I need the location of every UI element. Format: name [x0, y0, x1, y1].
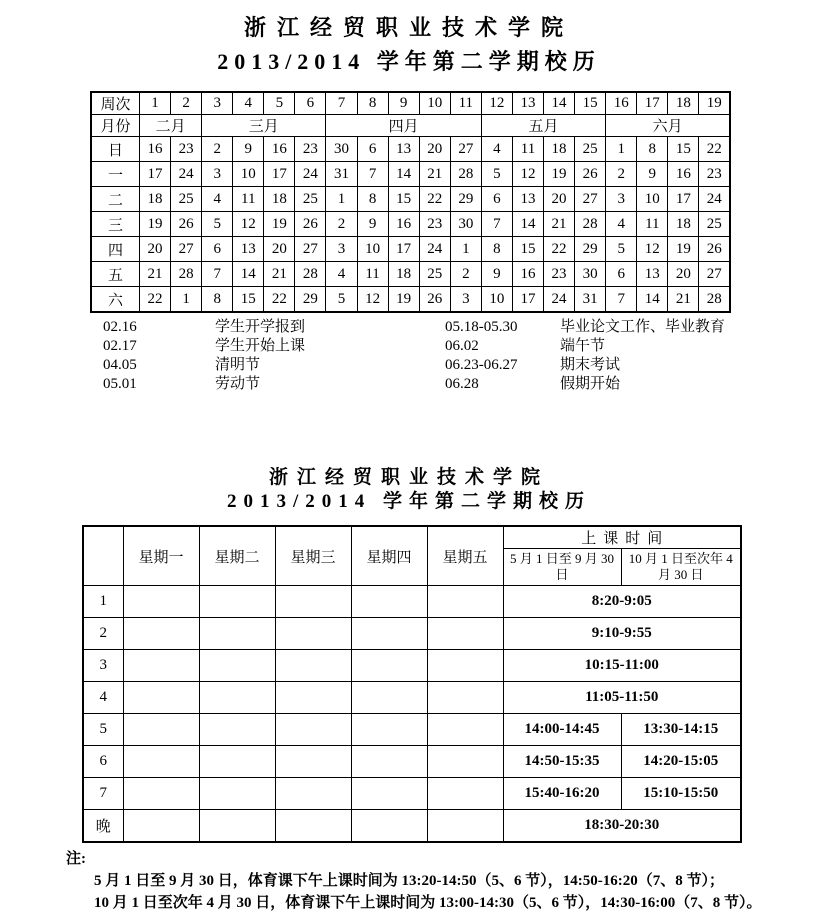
- timetable-row: [83, 746, 741, 778]
- date-cell: 25: [295, 187, 326, 212]
- key-date-event: 假期开始: [560, 376, 621, 392]
- timetable-empty-cell: [199, 650, 275, 682]
- date-cell: 1: [606, 137, 637, 162]
- calendar-table: [90, 91, 731, 313]
- timetable: [82, 525, 742, 843]
- period-number-label: 3: [83, 650, 123, 682]
- calendar-week-header: 周次: [91, 92, 140, 115]
- day-of-week-label: 二: [91, 187, 140, 212]
- key-date: 02.16: [103, 319, 137, 335]
- class-time-cell: 8:20-9:05: [503, 586, 741, 618]
- calendar-day-row: [91, 137, 730, 162]
- timetable-empty-cell: [351, 810, 427, 843]
- class-time-summer-cell: 14:00-14:45: [503, 714, 621, 746]
- date-cell: 12: [233, 212, 264, 237]
- key-date-row: [103, 375, 818, 394]
- key-date-event: 端午节: [560, 338, 606, 354]
- date-cell: 20: [544, 187, 575, 212]
- date-cell: 13: [637, 262, 668, 287]
- weekday-header: 星期四: [351, 526, 427, 586]
- weekday-header: 星期三: [275, 526, 351, 586]
- timetable-row: [83, 650, 741, 682]
- period-number-label: 1: [83, 586, 123, 618]
- calendar-month-header: 月份: [91, 115, 140, 137]
- date-cell: 7: [481, 212, 512, 237]
- page-subtitle: 2013/2014 学年第二学期校历: [217, 49, 601, 74]
- date-cell: 8: [637, 137, 668, 162]
- date-cell: 13: [233, 237, 264, 262]
- day-of-week-label: 四: [91, 237, 140, 262]
- date-cell: 22: [544, 237, 575, 262]
- key-date: 05.01: [103, 376, 137, 392]
- date-cell: 22: [140, 287, 171, 313]
- calendar-month-row: [91, 115, 730, 137]
- date-cell: 1: [450, 237, 481, 262]
- date-cell: 2: [450, 262, 481, 287]
- week-number-cell: 17: [637, 92, 668, 115]
- date-cell: 16: [388, 212, 419, 237]
- timetable-empty-cell: [351, 714, 427, 746]
- date-cell: 21: [264, 262, 295, 287]
- timetable-empty-cell: [123, 682, 199, 714]
- timetable-empty-cell: [427, 778, 503, 810]
- timetable-row: [83, 618, 741, 650]
- period-number-label: 7: [83, 778, 123, 810]
- week-number-cell: 14: [544, 92, 575, 115]
- date-cell: 5: [202, 212, 233, 237]
- class-time-cell: 10:15-11:00: [503, 650, 741, 682]
- month-cell: 四月: [326, 115, 481, 137]
- class-time-summer-cell: 14:50-15:35: [503, 746, 621, 778]
- date-cell: 25: [419, 262, 450, 287]
- period-number-label: 晚: [83, 810, 123, 843]
- date-cell: 5: [606, 237, 637, 262]
- timetable-row: [83, 714, 741, 746]
- date-cell: 19: [140, 212, 171, 237]
- timetable-empty-cell: [351, 618, 427, 650]
- week-number-cell: 7: [326, 92, 357, 115]
- date-cell: 20: [140, 237, 171, 262]
- timetable-empty-cell: [427, 746, 503, 778]
- timetable-empty-cell: [199, 586, 275, 618]
- date-cell: 3: [450, 287, 481, 313]
- day-of-week-label: 日: [91, 137, 140, 162]
- date-cell: 6: [606, 262, 637, 287]
- timetable-row: [83, 810, 741, 843]
- calendar-week-row: [91, 92, 730, 115]
- timetable-empty-cell: [351, 650, 427, 682]
- period-header-winter: 10 月 1 日至次年 4 月 30 日: [621, 549, 741, 586]
- date-cell: 27: [699, 262, 730, 287]
- timetable-subtitle: 2013/2014 学年第二学期校历: [226, 491, 592, 512]
- date-cell: 20: [668, 262, 699, 287]
- timetable-empty-cell: [275, 810, 351, 843]
- timetable-empty-cell: [351, 586, 427, 618]
- month-cell: 三月: [202, 115, 326, 137]
- timetable-empty-cell: [427, 586, 503, 618]
- date-cell: 6: [481, 187, 512, 212]
- calendar-day-row: [91, 212, 730, 237]
- date-cell: 27: [450, 137, 481, 162]
- date-cell: 23: [295, 137, 326, 162]
- timetable-empty-cell: [275, 778, 351, 810]
- date-cell: 28: [295, 262, 326, 287]
- date-cell: 1: [171, 287, 202, 313]
- timetable-empty-cell: [275, 618, 351, 650]
- timetable-row: [83, 682, 741, 714]
- date-cell: 4: [481, 137, 512, 162]
- week-number-cell: 15: [575, 92, 606, 115]
- date-cell: 9: [357, 212, 388, 237]
- week-number-cell: 5: [264, 92, 295, 115]
- week-number-cell: 18: [668, 92, 699, 115]
- date-cell: 3: [326, 237, 357, 262]
- date-cell: 4: [326, 262, 357, 287]
- timetable-empty-cell: [199, 746, 275, 778]
- date-cell: 4: [202, 187, 233, 212]
- key-date-event: 学生开始上课: [215, 338, 306, 354]
- date-cell: 4: [606, 212, 637, 237]
- timetable-empty-cell: [199, 682, 275, 714]
- date-cell: 16: [264, 137, 295, 162]
- calendar-day-row: [91, 162, 730, 187]
- date-cell: 17: [264, 162, 295, 187]
- key-date: 04.05: [103, 357, 137, 373]
- date-cell: 6: [357, 137, 388, 162]
- date-cell: 15: [388, 187, 419, 212]
- date-cell: 3: [606, 187, 637, 212]
- date-cell: 26: [171, 212, 202, 237]
- class-time-summer-cell: 15:40-16:20: [503, 778, 621, 810]
- key-date: 06.28: [445, 376, 479, 392]
- date-cell: 10: [233, 162, 264, 187]
- class-time-winter-cell: 14:20-15:05: [621, 746, 741, 778]
- date-cell: 18: [544, 137, 575, 162]
- date-cell: 9: [233, 137, 264, 162]
- date-cell: 16: [668, 162, 699, 187]
- date-cell: 28: [699, 287, 730, 313]
- timetable-empty-cell: [427, 618, 503, 650]
- timetable-empty-cell: [427, 810, 503, 843]
- date-cell: 13: [512, 187, 543, 212]
- week-number-cell: 19: [699, 92, 730, 115]
- date-cell: 24: [544, 287, 575, 313]
- key-date-event: 清明节: [215, 357, 261, 373]
- week-number-cell: 13: [512, 92, 543, 115]
- key-date: 02.17: [103, 338, 137, 354]
- date-cell: 11: [233, 187, 264, 212]
- week-number-cell: 9: [388, 92, 419, 115]
- class-time-cell: 18:30-20:30: [503, 810, 741, 843]
- date-cell: 24: [699, 187, 730, 212]
- period-number-label: 5: [83, 714, 123, 746]
- period-header-summer: 5 月 1 日至 9 月 30 日: [503, 549, 621, 586]
- date-cell: 11: [512, 137, 543, 162]
- timetable-row: [83, 586, 741, 618]
- date-cell: 2: [606, 162, 637, 187]
- date-cell: 30: [326, 137, 357, 162]
- week-number-cell: 2: [171, 92, 202, 115]
- class-time-cell: 9:10-9:55: [503, 618, 741, 650]
- date-cell: 16: [512, 262, 543, 287]
- date-cell: 19: [544, 162, 575, 187]
- week-number-cell: 16: [606, 92, 637, 115]
- date-cell: 2: [202, 137, 233, 162]
- date-cell: 14: [512, 212, 543, 237]
- date-cell: 28: [575, 212, 606, 237]
- week-number-cell: 8: [357, 92, 388, 115]
- week-number-cell: 1: [140, 92, 171, 115]
- date-cell: 21: [419, 162, 450, 187]
- date-cell: 11: [357, 262, 388, 287]
- date-cell: 21: [544, 212, 575, 237]
- key-date-row: [103, 356, 818, 375]
- timetable-empty-cell: [351, 682, 427, 714]
- date-cell: 7: [606, 287, 637, 313]
- key-date-event: 毕业论文工作、毕业教育: [560, 319, 726, 335]
- date-cell: 24: [295, 162, 326, 187]
- date-cell: 18: [388, 262, 419, 287]
- timetable-title: 浙江经贸职业技术学院: [268, 467, 549, 488]
- period-number-label: 6: [83, 746, 123, 778]
- date-cell: 17: [512, 287, 543, 313]
- date-cell: 9: [637, 162, 668, 187]
- date-cell: 11: [637, 212, 668, 237]
- month-cell: 二月: [140, 115, 202, 137]
- date-cell: 28: [171, 262, 202, 287]
- note-line-winter: 10 月 1 日至次年 4 月 30 日，体育课下午上课时间为 13:00-14:30（5、6 节），14:30-16:00（7、8 节）。: [94, 895, 762, 911]
- key-date-row: [103, 337, 818, 356]
- date-cell: 23: [171, 137, 202, 162]
- date-cell: 16: [140, 137, 171, 162]
- date-cell: 26: [699, 237, 730, 262]
- timetable-empty-cell: [123, 714, 199, 746]
- timetable-empty-cell: [123, 618, 199, 650]
- timetable-empty-cell: [275, 714, 351, 746]
- month-cell: 六月: [606, 115, 730, 137]
- timetable-empty-cell: [123, 778, 199, 810]
- date-cell: 7: [357, 162, 388, 187]
- date-cell: 23: [544, 262, 575, 287]
- week-number-cell: 3: [202, 92, 233, 115]
- timetable-empty-cell: [199, 778, 275, 810]
- timetable-empty-cell: [123, 650, 199, 682]
- timetable-empty-cell: [275, 746, 351, 778]
- timetable-empty-cell: [351, 746, 427, 778]
- date-cell: 8: [481, 237, 512, 262]
- date-cell: 8: [202, 287, 233, 313]
- timetable-empty-cell: [123, 810, 199, 843]
- class-time-winter-cell: 15:10-15:50: [621, 778, 741, 810]
- date-cell: 18: [668, 212, 699, 237]
- date-cell: 20: [264, 237, 295, 262]
- date-cell: 14: [388, 162, 419, 187]
- timetable-header-row: [83, 526, 741, 549]
- calendar-day-row: [91, 237, 730, 262]
- key-date: 06.23-06.27: [445, 357, 518, 373]
- date-cell: 21: [668, 287, 699, 313]
- date-cell: 25: [699, 212, 730, 237]
- date-cell: 29: [450, 187, 481, 212]
- date-cell: 14: [637, 287, 668, 313]
- date-cell: 19: [668, 237, 699, 262]
- date-cell: 22: [264, 287, 295, 313]
- date-cell: 8: [357, 187, 388, 212]
- date-cell: 27: [575, 187, 606, 212]
- day-of-week-label: 六: [91, 287, 140, 313]
- date-cell: 10: [481, 287, 512, 313]
- page-title: 浙江经贸职业技术学院: [243, 15, 574, 40]
- timetable-corner-cell: [83, 526, 123, 586]
- date-cell: 23: [699, 162, 730, 187]
- week-number-cell: 4: [233, 92, 264, 115]
- date-cell: 9: [481, 262, 512, 287]
- date-cell: 31: [575, 287, 606, 313]
- timetable-empty-cell: [275, 650, 351, 682]
- date-cell: 18: [140, 187, 171, 212]
- date-cell: 21: [140, 262, 171, 287]
- timetable-empty-cell: [427, 714, 503, 746]
- timetable-empty-cell: [427, 682, 503, 714]
- class-time-header: 上课时间: [503, 526, 741, 549]
- date-cell: 17: [388, 237, 419, 262]
- timetable-empty-cell: [275, 682, 351, 714]
- date-cell: 23: [419, 212, 450, 237]
- date-cell: 29: [575, 237, 606, 262]
- date-cell: 31: [326, 162, 357, 187]
- date-cell: 5: [326, 287, 357, 313]
- date-cell: 20: [419, 137, 450, 162]
- date-cell: 3: [202, 162, 233, 187]
- key-date-event: 期末考试: [560, 357, 621, 373]
- date-cell: 29: [295, 287, 326, 313]
- date-cell: 6: [202, 237, 233, 262]
- period-number-label: 4: [83, 682, 123, 714]
- weekday-header: 星期一: [123, 526, 199, 586]
- weekday-header: 星期二: [199, 526, 275, 586]
- date-cell: 19: [264, 212, 295, 237]
- date-cell: 22: [699, 137, 730, 162]
- date-cell: 2: [326, 212, 357, 237]
- date-cell: 30: [575, 262, 606, 287]
- date-cell: 30: [450, 212, 481, 237]
- date-cell: 1: [326, 187, 357, 212]
- key-date-row: [103, 318, 818, 337]
- date-cell: 7: [202, 262, 233, 287]
- date-cell: 27: [295, 237, 326, 262]
- calendar-day-row: [91, 287, 730, 313]
- timetable-empty-cell: [351, 778, 427, 810]
- date-cell: 15: [512, 237, 543, 262]
- weekday-header: 星期五: [427, 526, 503, 586]
- date-cell: 10: [637, 187, 668, 212]
- day-of-week-label: 一: [91, 162, 140, 187]
- period-number-label: 2: [83, 618, 123, 650]
- timetable-row: [83, 778, 741, 810]
- date-cell: 17: [140, 162, 171, 187]
- date-cell: 18: [264, 187, 295, 212]
- date-cell: 26: [575, 162, 606, 187]
- date-cell: 24: [419, 237, 450, 262]
- month-cell: 五月: [481, 115, 605, 137]
- week-number-cell: 10: [419, 92, 450, 115]
- week-number-cell: 12: [481, 92, 512, 115]
- key-date-event: 劳动节: [215, 376, 261, 392]
- day-of-week-label: 三: [91, 212, 140, 237]
- notes-label: 注:: [66, 851, 86, 867]
- date-cell: 12: [512, 162, 543, 187]
- calendar-day-row: [91, 262, 730, 287]
- date-cell: 17: [668, 187, 699, 212]
- date-cell: 15: [233, 287, 264, 313]
- class-time-winter-cell: 13:30-14:15: [621, 714, 741, 746]
- calendar-day-row: [91, 187, 730, 212]
- timetable-empty-cell: [199, 618, 275, 650]
- timetable-empty-cell: [275, 586, 351, 618]
- notes: [66, 849, 818, 914]
- date-cell: 27: [171, 237, 202, 262]
- key-date: 05.18-05.30: [445, 319, 518, 335]
- date-cell: 5: [481, 162, 512, 187]
- key-date-event: 学生开学报到: [215, 319, 306, 335]
- week-number-cell: 6: [295, 92, 326, 115]
- date-cell: 15: [668, 137, 699, 162]
- date-cell: 24: [171, 162, 202, 187]
- date-cell: 25: [171, 187, 202, 212]
- date-cell: 22: [419, 187, 450, 212]
- date-cell: 28: [450, 162, 481, 187]
- date-cell: 12: [637, 237, 668, 262]
- date-cell: 10: [357, 237, 388, 262]
- timetable-empty-cell: [123, 586, 199, 618]
- key-date: 06.02: [445, 338, 479, 354]
- key-dates-list: [103, 318, 818, 394]
- class-time-cell: 11:05-11:50: [503, 682, 741, 714]
- date-cell: 26: [295, 212, 326, 237]
- timetable-empty-cell: [427, 650, 503, 682]
- date-cell: 13: [388, 137, 419, 162]
- note-line-summer: 5 月 1 日至 9 月 30 日，体育课下午上课时间为 13:20-14:50（5、6 节），14:50-16:20（7、8 节）；: [94, 873, 724, 889]
- date-cell: 26: [419, 287, 450, 313]
- date-cell: 25: [575, 137, 606, 162]
- timetable-empty-cell: [199, 714, 275, 746]
- week-number-cell: 11: [450, 92, 481, 115]
- timetable-empty-cell: [199, 810, 275, 843]
- date-cell: 12: [357, 287, 388, 313]
- date-cell: 14: [233, 262, 264, 287]
- date-cell: 19: [388, 287, 419, 313]
- day-of-week-label: 五: [91, 262, 140, 287]
- timetable-empty-cell: [123, 746, 199, 778]
